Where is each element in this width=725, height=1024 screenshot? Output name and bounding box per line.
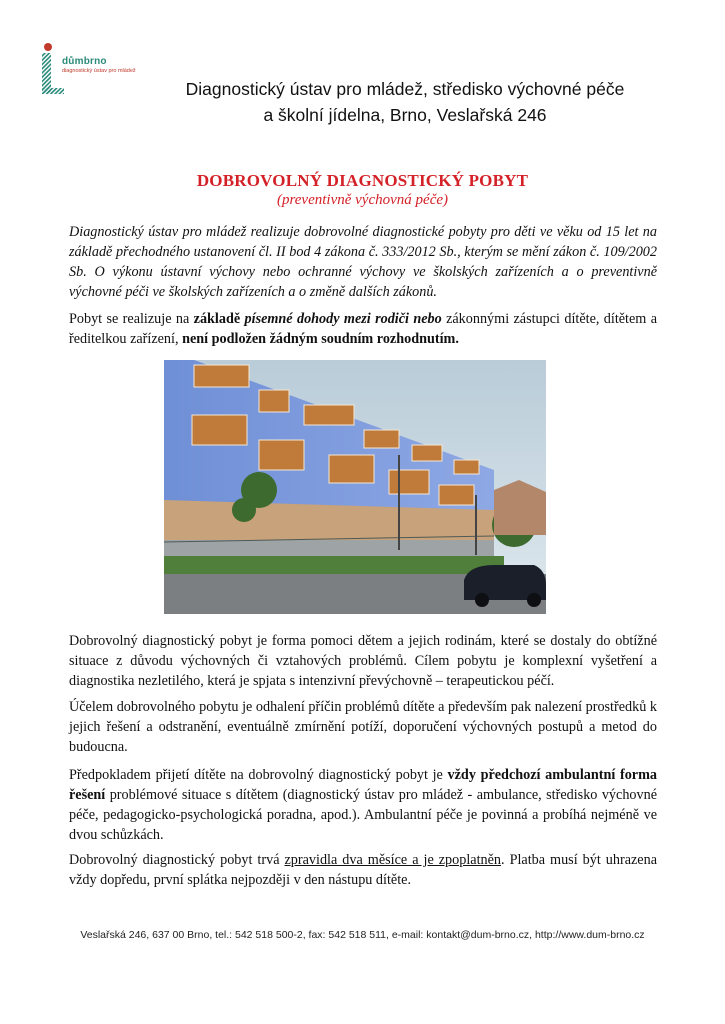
logo-tagline: diagnostický ústav pro mládež <box>62 68 136 74</box>
paragraph-duration: Dobrovolný diagnostický pobyt trvá zpravidla dva měsíce a je zpoplatněn. Platba musí být uhrazena vždy dopředu, první splátka nejpozději v den nástupu dítěte. <box>69 852 657 888</box>
paragraph-purpose: Účelem dobrovolného pobytu je odhalení příčin problémů dítěte a především pak nalezení prostředků k jejich řešení a odstranění, eventuálně zmírnění potíží, doporučení výchovných postupů a metod do budoucna. <box>69 699 657 755</box>
paragraph-agreement: Pobyt se realizuje na základě písemné dohody mezi rodiči nebo zákonnými zástupci dítěte, dítětem a ředitelkou zařízení, není podložen žádným soudním rozhodnutím. <box>69 311 658 347</box>
document-title: DOBROVOLNÝ DIAGNOSTICKÝ POBYT <box>196 171 529 190</box>
header-title-line2: a školní jídelna, Brno, Veslařská 246 <box>263 105 547 125</box>
paragraph-prerequisite: Předpokladem přijetí dítěte na dobrovolný diagnostický pobyt je vždy předchozí ambulantní forma řešení problémové situace s dítětem (diagnostický ústav pro mládež - ambulance, středisko výchovné péče, pedagogicko-psychologická poradna, apod.). Ambulantní péče je povinná a probíhá nejméně ve dvou schůzkách. <box>69 767 657 843</box>
footer-contact: Veslařská 246, 637 00 Brno, tel.: 542 518 500-2, fax: 542 518 511, e-mail: kontakt@dum-brno.cz, http://www.dum-brno.cz <box>80 929 645 941</box>
document-subtitle: (preventivně výchovná péče) <box>277 192 448 208</box>
paragraph-definition: Dobrovolný diagnostický pobyt je forma pomoci dětem a jejich rodinám, které se dostaly do obtížné situace z důvodu výchovných či vztahových problémů. Cílem pobytu je komplexní vyšetření a diagnostika nezletilého, která je spjata s intenzivní převýchovně – terapeutickou péčí. <box>69 633 657 689</box>
intro-paragraph: Diagnostický ústav pro mládež realizuje dobrovolné diagnostické pobyty pro děti ve věku od 15 let na základě přechodného ustanovení čl. II bod 4 zákona č. 333/2012 Sb., kterým se mění zákon č. 109/2002 Sb. O výkonu ústavní výchovy nebo ochranné výchovy ve školských zařízeních a o preventivně výchovné péči ve školských zařízeních a o změně dalších zákonů. <box>69 224 657 300</box>
header-title <box>100 76 710 128</box>
header-title-line1: Diagnostický ústav pro mládež, středisko výchovné péče <box>185 79 625 99</box>
logo-brand: důmbrno <box>62 56 107 67</box>
building-photo <box>164 360 546 614</box>
